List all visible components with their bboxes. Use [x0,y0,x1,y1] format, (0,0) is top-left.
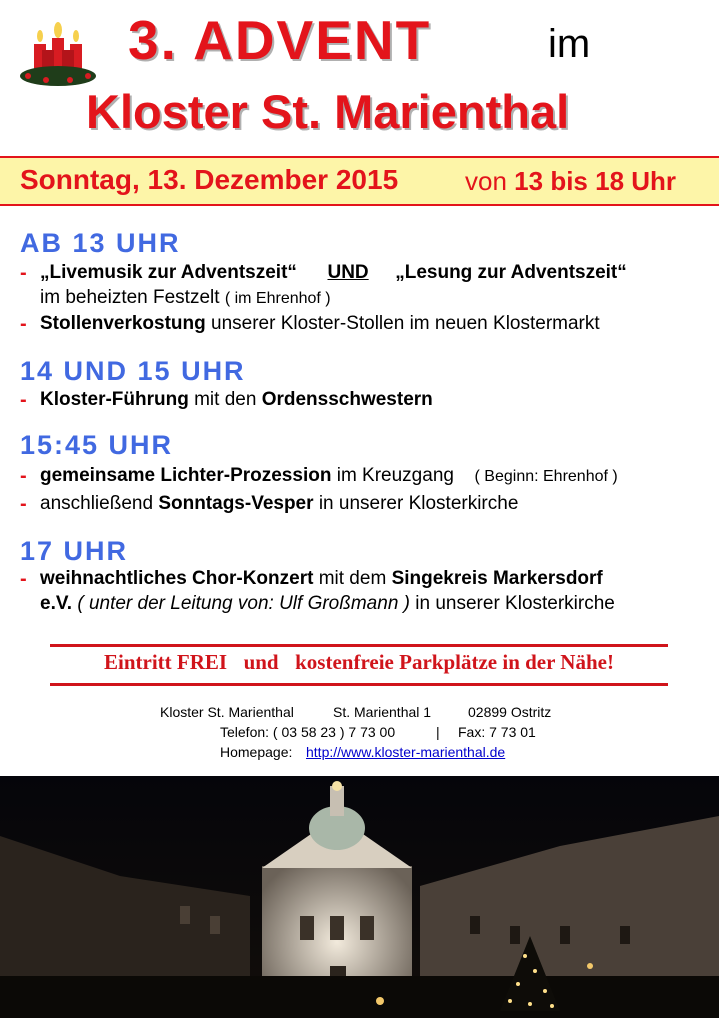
section-title-13: AB 13 UHR [20,228,181,258]
program-item-livemusik: „Livemusik zur Adventszeit“ UND „Lesung zur Adventszeit“ [40,262,627,283]
homepage-label: Homepage: [220,744,293,760]
event-date: Sonntag, 13. Dezember 2015 [20,164,399,195]
address-street: St. Marienthal 1 [333,704,432,720]
monastery-night-photo [0,776,719,1018]
notice-text: Eintritt FREI und kostenfreie Parkplätze in der Nähe! [104,650,614,674]
address-phone: Telefon: ( 03 58 23 ) 7 73 00 [220,724,396,740]
address-name: Kloster St. Marienthal [160,704,294,720]
bullet-dash: - [20,568,27,590]
program-item-stollen: Stollenverkostung unserer Kloster-Stollen im neuen Klostermarkt [40,313,600,334]
address-city: 02899 Ostritz [468,704,552,720]
title-im: im [548,22,591,66]
address-separator: | [436,724,440,740]
title-location: Kloster St. Marienthal [86,85,570,138]
bullet-dash: - [20,262,27,284]
section-title-17: 17 UHR [20,536,129,566]
program-item-vesper: anschließend Sonntags-Vesper in unserer Klosterkirche [40,493,519,514]
bullet-dash: - [20,389,27,411]
event-time: von 13 bis 18 Uhr [465,166,677,196]
homepage [306,744,505,760]
program-item-konzert-cont: e.V. ( unter der Leitung von: Ulf Großmann ) in unserer Klosterkirche [40,593,615,614]
bullet-dash: - [20,313,27,335]
homepage-link[interactable]: http://www.kloster-marienthal.de [306,744,506,760]
program-item-prozession: gemeinsame Lichter-Prozession im Kreuzgang ( Beginn: Ehrenhof ) [40,465,618,486]
section-title-14-15: 14 UND 15 UHR [20,356,246,386]
section-title-1545: 15:45 UHR [20,430,174,460]
program-item-festzelt: im beheizten Festzelt ( im Ehrenhof ) [40,287,331,308]
address-fax: Fax: 7 73 01 [458,724,536,740]
program-item-fuehrung: Kloster-Führung mit den Ordensschwestern [40,389,433,410]
advent-wreath-icon [18,14,98,92]
program-item-konzert: weihnachtliches Chor-Konzert mit dem Singekreis Markersdorf [40,568,603,589]
bullet-dash: - [20,465,27,487]
bullet-dash: - [20,493,27,515]
title-advent: 3. ADVENT [128,9,432,71]
